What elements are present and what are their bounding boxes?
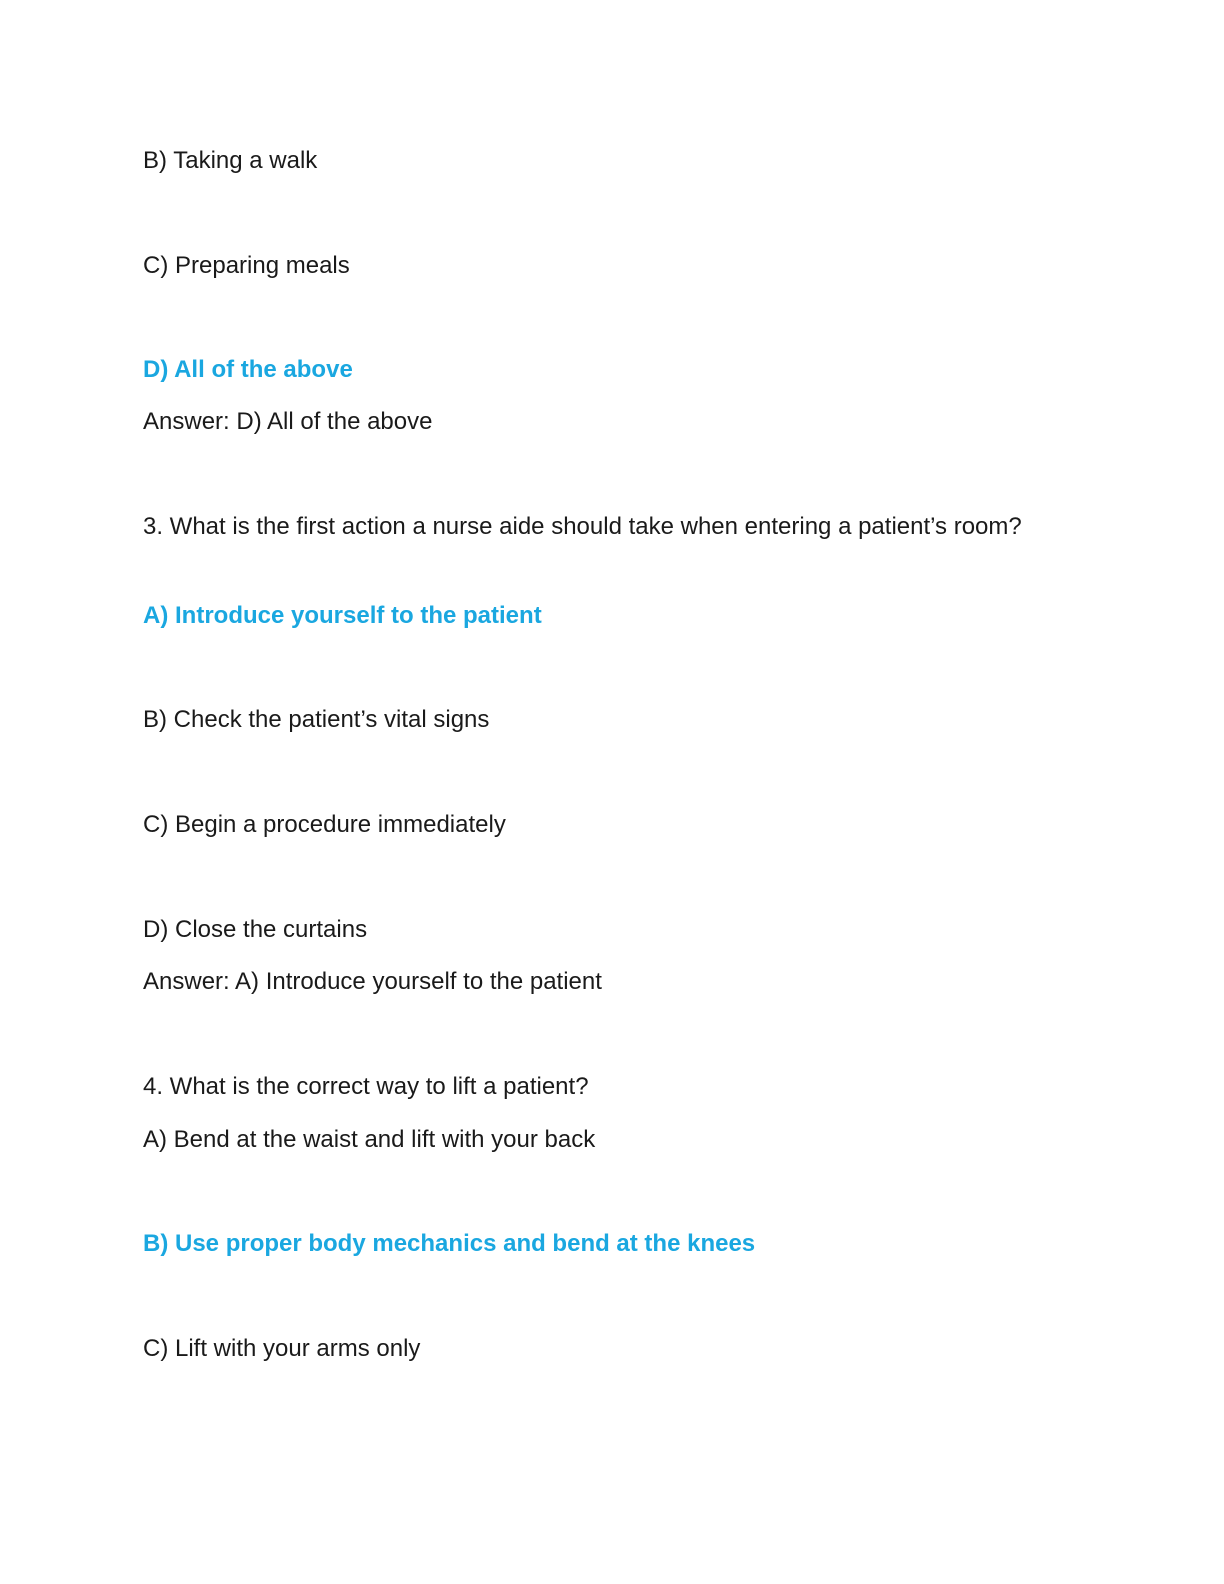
q2-answer: Answer: D) All of the above [143,408,433,435]
q4-question: 4. What is the correct way to lift a patient? [143,1073,589,1100]
q4-option-a: A) Bend at the waist and lift with your back [143,1126,596,1153]
q3-option-d: D) Close the curtains [143,916,368,943]
q3-option-a-correct: A) Introduce yourself to the patient [143,602,542,629]
q2-option-c: C) Preparing meals [143,252,350,279]
q3-question: 3. What is the first action a nurse aide should take when entering a patient’s room? [143,513,1022,540]
q4-option-c: C) Lift with your arms only [143,1335,421,1362]
q4-option-b-correct: B) Use proper body mechanics and bend at the knees [143,1230,756,1257]
q3-option-c: C) Begin a procedure immediately [143,811,506,838]
q3-option-b: B) Check the patient’s vital signs [143,706,490,733]
q2-option-b: B) Taking a walk [143,147,318,174]
q2-option-d-correct: D) All of the above [143,356,353,383]
q3-answer: Answer: A) Introduce yourself to the patient [143,968,602,995]
